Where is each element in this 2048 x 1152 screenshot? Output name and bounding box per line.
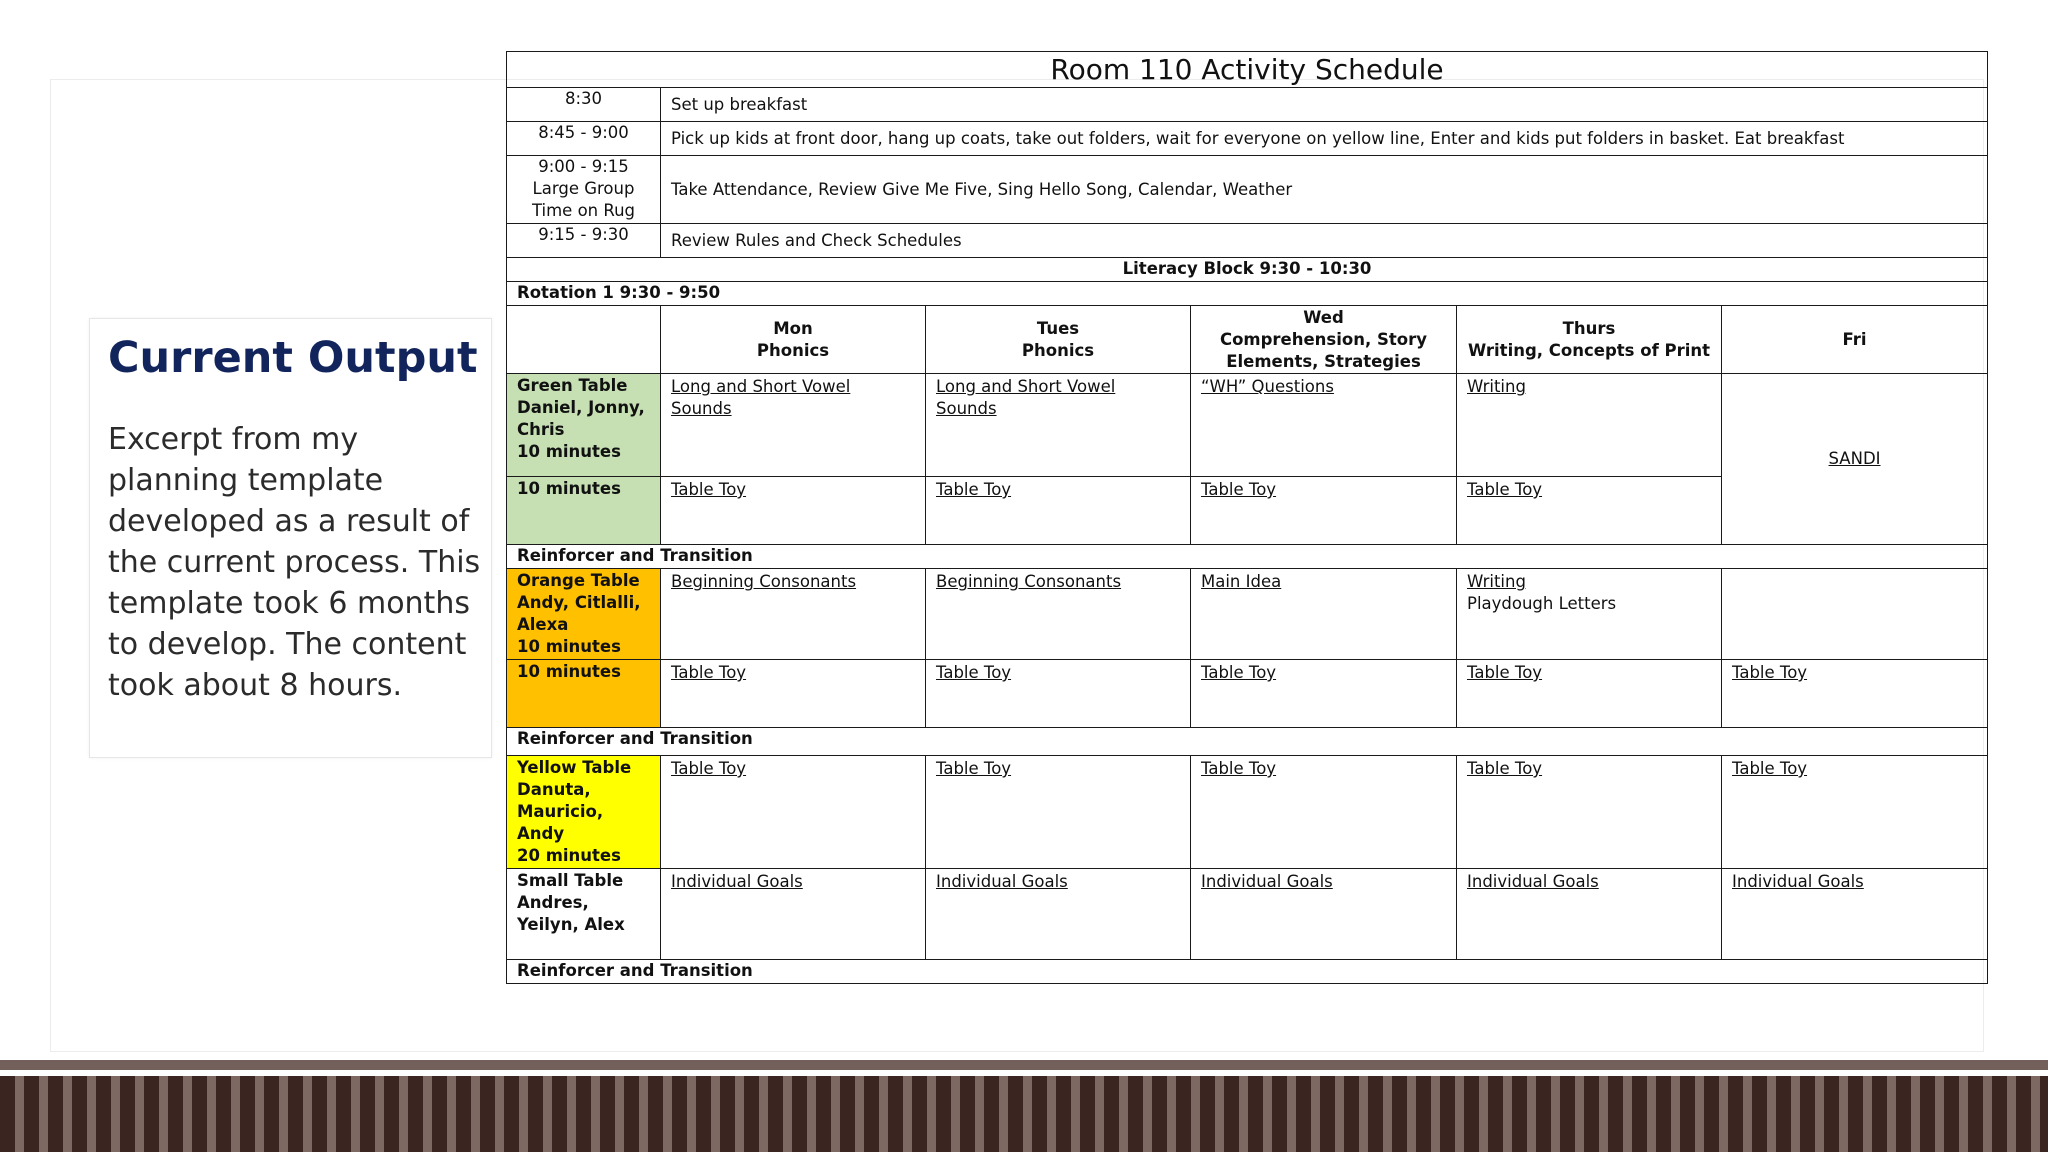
table-cell bbox=[1457, 660, 1722, 728]
table-cell bbox=[661, 756, 926, 869]
time-activity: Take Attendance, Review Give Me Five, Sing Hello Song, Calendar, Weather bbox=[661, 156, 1988, 224]
time-slot: 8:30 bbox=[507, 88, 661, 122]
activity-link[interactable]: Individual Goals bbox=[1467, 872, 1599, 891]
activity-schedule-table bbox=[506, 51, 1988, 984]
green-table-group: Green Table Daniel, Jonny, Chris 10 minutes bbox=[507, 374, 661, 477]
time-slot: 9:00 - 9:15 Large Group Time on Rug bbox=[507, 156, 661, 224]
activity-link[interactable]: “WH” Questions bbox=[1201, 377, 1334, 396]
table-cell bbox=[1457, 869, 1722, 960]
table-cell bbox=[1722, 756, 1988, 869]
activity-link[interactable]: Main Idea bbox=[1201, 572, 1282, 591]
table-cell bbox=[1457, 756, 1722, 869]
activity-link[interactable]: Individual Goals bbox=[1732, 872, 1864, 891]
table-cell bbox=[661, 477, 926, 545]
activity-link[interactable]: Table Toy bbox=[671, 759, 747, 778]
activity-link[interactable]: Table Toy bbox=[1467, 480, 1543, 499]
day-header-wed: Wed Comprehension, Story Elements, Strategies bbox=[1191, 306, 1457, 374]
time-slot: 9:15 - 9:30 bbox=[507, 224, 661, 258]
activity-link[interactable]: Table Toy bbox=[1201, 663, 1277, 682]
stripe-top-line bbox=[0, 1060, 2048, 1070]
literacy-block-heading: Literacy Block 9:30 - 10:30 bbox=[507, 258, 1988, 282]
activity-link[interactable]: Table Toy bbox=[936, 663, 1012, 682]
fri-sandi-cell bbox=[1722, 374, 1988, 545]
table-cell bbox=[1722, 569, 1988, 660]
table-cell bbox=[1191, 374, 1457, 477]
time-activity: Review Rules and Check Schedules bbox=[661, 224, 1988, 258]
activity-link[interactable]: Table Toy bbox=[1467, 759, 1543, 778]
activity-link[interactable]: Table Toy bbox=[1467, 663, 1543, 682]
activity-link[interactable]: Table Toy bbox=[671, 663, 747, 682]
table-cell bbox=[661, 569, 926, 660]
day-header-fri: Fri bbox=[1722, 306, 1988, 374]
time-activity: Set up breakfast bbox=[661, 88, 1988, 122]
time-slot: 8:45 - 9:00 bbox=[507, 122, 661, 156]
day-header-tues: Tues Phonics bbox=[926, 306, 1191, 374]
callout-title: Current Output bbox=[108, 333, 478, 383]
activity-link[interactable]: Long and Short Vowel Sounds bbox=[671, 377, 851, 418]
activity-link[interactable]: Beginning Consonants bbox=[936, 572, 1122, 591]
current-output-callout bbox=[89, 318, 492, 758]
activity-link[interactable]: Table Toy bbox=[1732, 663, 1808, 682]
table-cell bbox=[926, 477, 1191, 545]
day-header-mon: Mon Phonics bbox=[661, 306, 926, 374]
table-cell bbox=[926, 869, 1191, 960]
activity-link[interactable]: Table Toy bbox=[1201, 480, 1277, 499]
activity-link[interactable]: Table Toy bbox=[1201, 759, 1277, 778]
yellow-table-group: Yellow Table Danuta, Mauricio, Andy 20 minutes bbox=[507, 756, 661, 869]
activity-link[interactable]: Table Toy bbox=[671, 480, 747, 499]
schedule-title: Room 110 Activity Schedule bbox=[507, 52, 1988, 88]
day-header-thurs: Thurs Writing, Concepts of Print bbox=[1457, 306, 1722, 374]
activity-link[interactable]: Writing bbox=[1467, 377, 1526, 396]
table-cell bbox=[926, 569, 1191, 660]
table-cell bbox=[1457, 477, 1722, 545]
table-cell bbox=[1191, 869, 1457, 960]
table-cell bbox=[1191, 756, 1457, 869]
transition-row: Reinforcer and Transition bbox=[507, 545, 1988, 569]
table-cell bbox=[1191, 477, 1457, 545]
table-cell bbox=[926, 756, 1191, 869]
table-cell bbox=[661, 660, 926, 728]
small-table-group: Small Table Andres, Yeilyn, Alex bbox=[507, 869, 661, 960]
activity-link[interactable]: Beginning Consonants bbox=[671, 572, 857, 591]
rotation-heading: Rotation 1 9:30 - 9:50 bbox=[507, 282, 1988, 306]
activity-link[interactable]: Long and Short Vowel Sounds bbox=[936, 377, 1116, 418]
activity-link[interactable]: Writing bbox=[1467, 572, 1526, 591]
table-cell bbox=[1191, 569, 1457, 660]
time-activity: Pick up kids at front door, hang up coats, take out folders, wait for everyone on yellow line, Enter and kids put folders in basket. Eat breakfast bbox=[661, 122, 1988, 156]
table-cell bbox=[1722, 869, 1988, 960]
activity-link[interactable]: Individual Goals bbox=[936, 872, 1068, 891]
orange-table-group: Orange Table Andy, Citlalli, Alexa 10 minutes bbox=[507, 569, 661, 660]
day-header-blank bbox=[507, 306, 661, 374]
transition-row: Reinforcer and Transition bbox=[507, 960, 1988, 984]
activity-link[interactable]: Individual Goals bbox=[1201, 872, 1333, 891]
table-cell bbox=[1457, 374, 1722, 477]
table-cell bbox=[661, 869, 926, 960]
decorative-stripe-band bbox=[0, 1060, 2048, 1152]
table-cell bbox=[1191, 660, 1457, 728]
table-cell bbox=[1722, 660, 1988, 728]
callout-body: Excerpt from my planning template developed as a result of the current process. This template took 6 months to develop. The content took about 8 hours. bbox=[108, 422, 481, 703]
transition-row: Reinforcer and Transition bbox=[507, 728, 1988, 756]
stripe-bars bbox=[0, 1076, 2048, 1152]
sandi-link[interactable]: SANDI bbox=[1828, 449, 1881, 468]
table-cell bbox=[661, 374, 926, 477]
activity-link[interactable]: Table Toy bbox=[1732, 759, 1808, 778]
table-cell bbox=[1457, 569, 1722, 660]
activity-link[interactable]: Table Toy bbox=[936, 759, 1012, 778]
activity-note: Playdough Letters bbox=[1467, 594, 1617, 613]
orange-table-time: 10 minutes bbox=[507, 660, 661, 728]
activity-link[interactable]: Table Toy bbox=[936, 480, 1012, 499]
table-cell bbox=[926, 374, 1191, 477]
green-table-time: 10 minutes bbox=[507, 477, 661, 545]
table-cell bbox=[926, 660, 1191, 728]
activity-link[interactable]: Individual Goals bbox=[671, 872, 803, 891]
